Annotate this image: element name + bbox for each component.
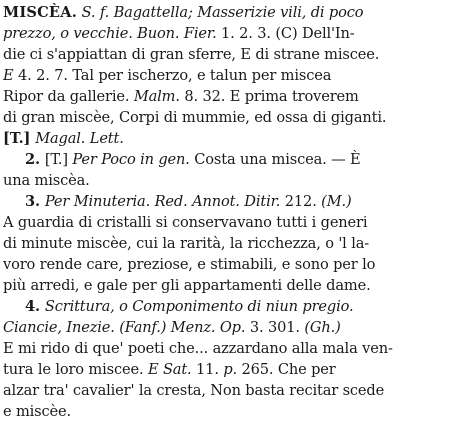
line-text: e miscèe. (3, 403, 72, 420)
entry-line (3, 171, 468, 191)
entry-line (3, 381, 468, 401)
line-text: 265. Che per (237, 361, 336, 378)
entry-line (3, 276, 468, 296)
line-text: die ci s'appiattan di gran sferre, E di strane miscee. (3, 46, 380, 63)
line-text: 11. (191, 361, 224, 378)
entry-line (3, 87, 468, 107)
headword: MISCÈA. (3, 4, 78, 21)
line-text: 212. (280, 193, 322, 210)
entry-line (3, 360, 468, 380)
dictionary-entry (3, 3, 468, 428)
line-text: Ripor da gallerie. (3, 88, 134, 105)
line-text: [T.] (44, 151, 73, 168)
line-text: p. (223, 361, 237, 378)
entry-line (3, 339, 468, 359)
line-text: 4. 2. 7. Tal per ischerzo, e talun per miscea (13, 67, 332, 84)
line-text: Costa una miscea. — È (189, 151, 361, 168)
sense-number: 4. (25, 298, 45, 315)
line-text: 1. 2. 3. (C) Dell'In- (216, 25, 355, 42)
line-text: E mi rido di que' poeti che... azzardano alla mala ven- (3, 340, 393, 357)
line-text: di gran miscèe, Corpi di mummie, ed ossa di giganti. (3, 109, 387, 126)
entry-line (3, 66, 468, 86)
line-text: Scrittura, o Componimento di niun pregio. (44, 298, 354, 315)
line-text: prezzo, o vecchie. Buon. Fier. (3, 25, 217, 42)
line-text: (M.) (321, 193, 352, 210)
line-text: Malm. (133, 88, 180, 105)
line-text: Ciancie, Inezie. (Fanf.) Menz. Op. (3, 319, 246, 336)
entry-line (3, 24, 468, 44)
sense-4-line (3, 297, 468, 317)
line-text: di minute miscèe, cui la rarità, la ricchezza, o 'l la- (3, 235, 370, 252)
entry-line (3, 108, 468, 128)
line-text: Magal. Lett. (35, 130, 124, 147)
line-text: voro rende care, preziose, e stimabili, e sono per lo (3, 256, 376, 273)
sense-number: 3. (25, 193, 45, 210)
sense-number: 2. (25, 151, 45, 168)
line-text: 3. 301. (245, 319, 305, 336)
line-text: tura le loro miscee. (3, 361, 148, 378)
line-text: una miscèa. (3, 172, 90, 189)
sense-3-line (3, 192, 468, 212)
line-text: A guardia di cristalli si conservavano tutti i generi (3, 214, 368, 231)
entry-line (3, 213, 468, 233)
entry-line (3, 255, 468, 275)
entry-line (3, 3, 468, 23)
line-text: alzar tra' cavalier' la cresta, Non basta recitar scede (3, 382, 385, 399)
entry-line (3, 318, 468, 338)
line-text: più arredi, e gale per gli appartamenti delle dame. (3, 277, 371, 294)
line-text: Per Minuteria. Red. Annot. Ditir. (44, 193, 281, 210)
line-text: E Sat. (147, 361, 192, 378)
line-text: (Gh.) (304, 319, 341, 336)
entry-line (3, 45, 468, 65)
sense-2-line (3, 150, 468, 170)
line-text: Per Poco in gen. (72, 151, 190, 168)
entry-line (3, 129, 468, 149)
line-text: E (3, 67, 14, 84)
entry-line (3, 402, 468, 422)
entry-line (3, 234, 468, 254)
line-text: 8. 32. E prima troverem (179, 88, 359, 105)
line-text: [T.] (3, 130, 36, 147)
line-text: S. f. Bagattella; Masserizie vili, di poco (81, 4, 364, 21)
